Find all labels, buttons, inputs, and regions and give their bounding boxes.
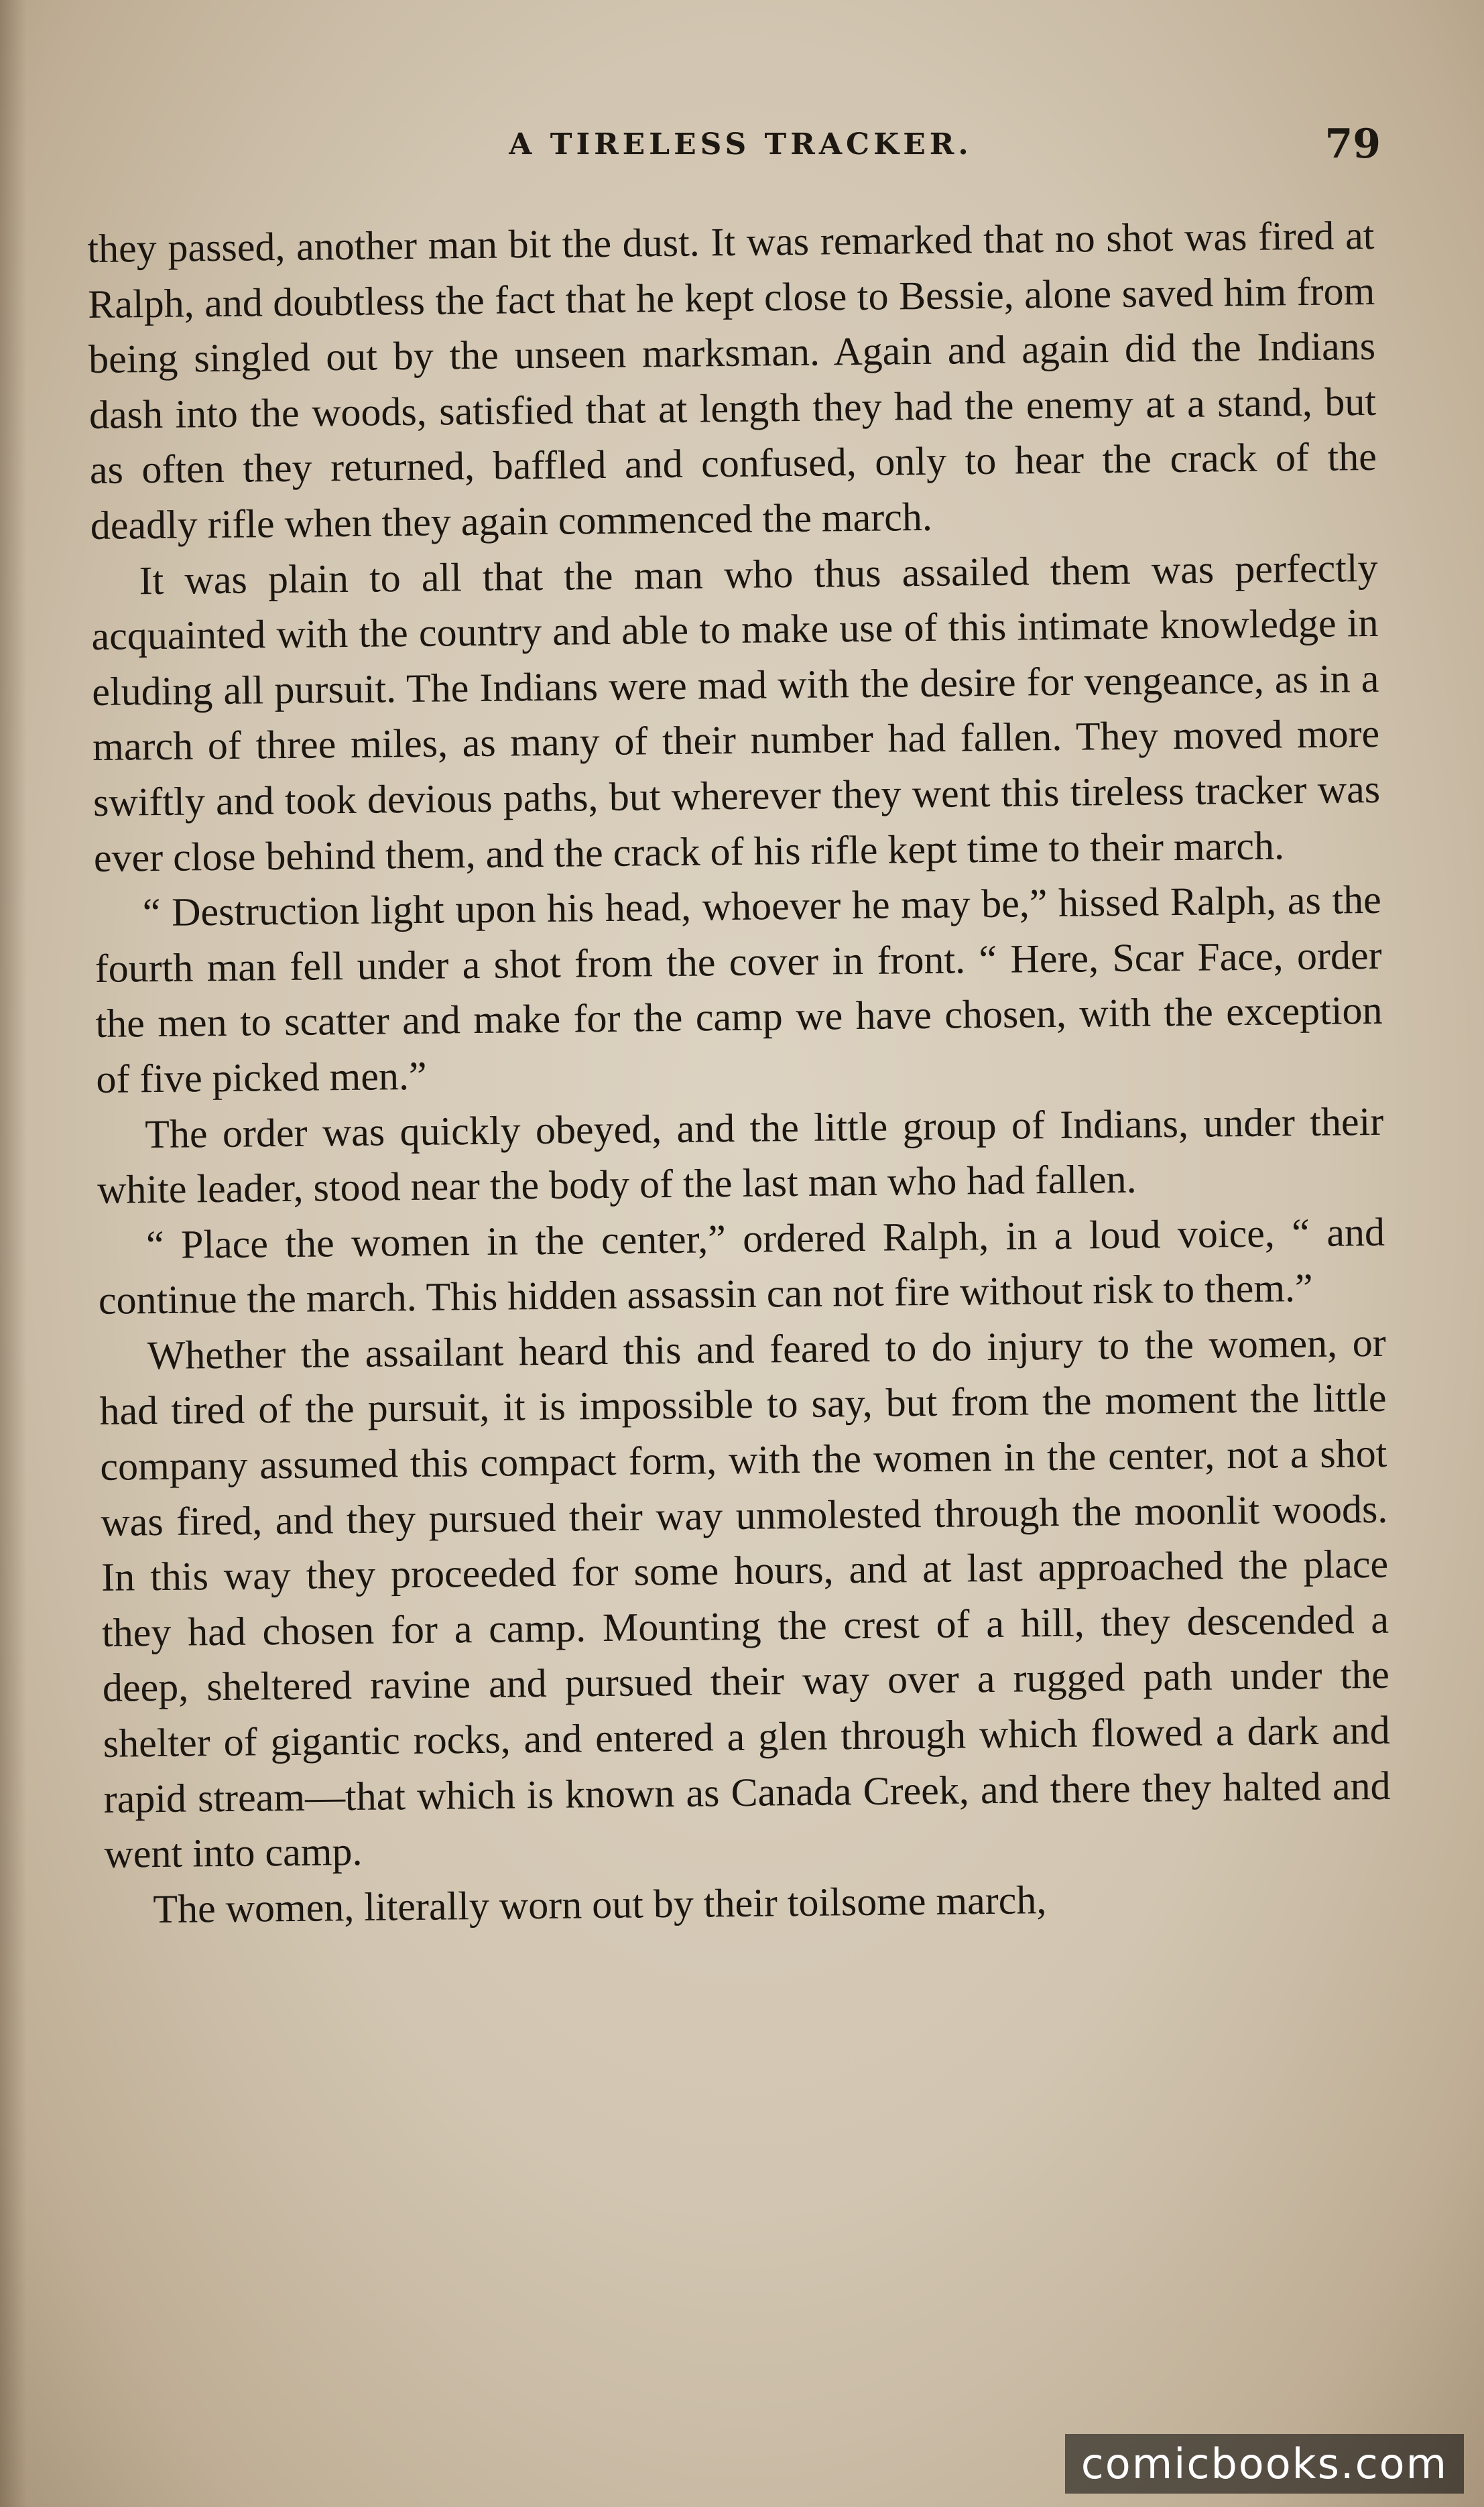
paragraph: The order was quickly obeyed, and the little group of Indians, under their white leader, stood near the body of the last man who had fallen. xyxy=(97,1099,1384,1213)
paragraph: “ Place the women in the center,” ordered Ralph, in a loud voice, “ and continue the march. This hidden assassin can not fire without risk to them.” xyxy=(98,1209,1385,1323)
running-head: A TIRELESS TRACKER. xyxy=(509,127,973,162)
paragraph: The women, literally worn out by their toilsome march, xyxy=(153,1877,1047,1931)
paragraph: “ Destruction light upon his head, whoever he may be,” hissed Ralph, as the fourth man fell under a shot from the cover in front. “ Here, Scar Face, order the men to scatter and make for the camp we have chosen, with the exception of five picked men.” xyxy=(95,877,1383,1101)
paragraph: It was plain to all that the man who thus assailed them was perfectly acquainted with the country and able to make use of this intimate knowledge in eluding all pursuit. The Indians were mad with the desire for vengeance, as in a march of three miles, as many of their number had fallen. They moved more swiftly and took devious paths, but wherever they went this tireless tracker was ever close behind them, and the crack of his rifle kept time to their march. xyxy=(91,545,1381,880)
body-text xyxy=(87,208,1392,1937)
page-number: 79 xyxy=(1324,121,1381,168)
paragraph: they passed, another man bit the dust. It was remarked that no shot was fired at Ralph, and doubtless the fact that he kept close to Bessie, alone saved him from being singled out by the unseen marksman. Again and again did the Indians dash into the woods, satisfied that at length they had the enemy at a stand, but as often they returned, baffled and confused, only to hear the crack of the deadly rifle when they again commenced the march. xyxy=(87,212,1377,548)
paragraph: Whether the assailant heard this and feared to do injury to the women, or had tired of the pursuit, it is impossible to say, but from the moment the little company assumed this compact form, with the women in the center, not a shot was fired, and they pursued their way unmolested through the moonlit woods. In this way they proceeded for some hours, and at last approached the place they had chosen for a camp. Mounting the crest of a hill, they descended a deep, sheltered ravine and pursued their way over a rugged path under the shelter of gigantic rocks, and entered a glen through which flowed a dark and rapid stream—that which is known as Canada Creek, and there they halted and went into camp. xyxy=(99,1320,1391,1877)
watermark: comicbooks.com xyxy=(1065,2434,1464,2494)
page-header xyxy=(94,121,1387,181)
